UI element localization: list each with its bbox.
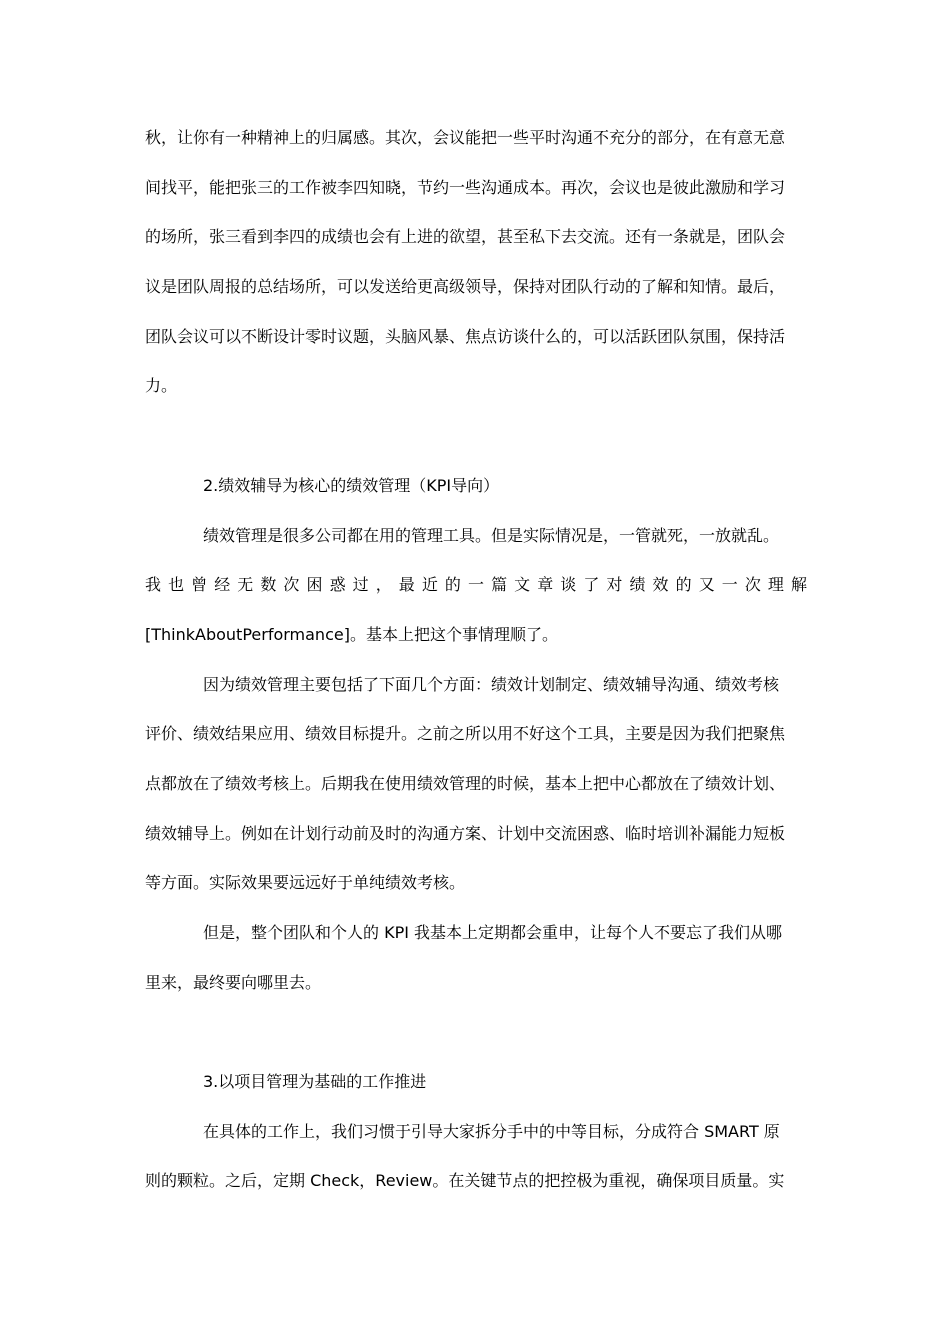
- paragraph-line: 议是团队周报的总结场所，可以发送给更高级领导，保持对团队行动的了解和知情。最后，: [145, 277, 786, 297]
- section-heading: 3.以项目管理为基础的工作推进: [203, 1072, 427, 1092]
- paragraph-line: 则的颗粒。之后，定期 Check，Review。在关键节点的把控极为重视，确保项目质量。实: [145, 1171, 785, 1191]
- paragraph-line: 间找平，能把张三的工作被李四知晓，节约一些沟通成本。再次，会议也是彼此激励和学习: [145, 177, 786, 197]
- paragraph-line: 秋，让你有一种精神上的归属感。其次，会议能把一些平时沟通不充分的部分，在有意无意: [145, 128, 786, 147]
- paragraph-line: 团队会议可以不断设计零时议题，头脑风暴、焦点访谈什么的，可以活跃团队氛围，保持活: [145, 326, 786, 346]
- paragraph-line: 评价、绩效结果应用、绩效目标提升。之前之所以用不好这个工具，主要是因为我们把聚焦: [145, 724, 786, 744]
- section-heading: 2.绩效辅导为核心的绩效管理（KPI导向）: [203, 475, 500, 495]
- spacer: [145, 414, 807, 464]
- paragraph-line: 但是，整个团队和个人的 KPI 我基本上定期都会重申，让每个人不要忘了我们从哪: [203, 923, 783, 942]
- paragraph-line: [ThinkAboutPerformance]。基本上把这个事情理顺了。: [145, 624, 558, 644]
- paragraph-line: 力。: [145, 376, 178, 396]
- paragraph-line: 的场所，张三看到李四的成绩也会有上进的欲望，甚至私下去交流。还有一条就是，团队会: [145, 227, 786, 247]
- paragraph-line: 点都放在了绩效考核上。后期我在使用绩效管理的时候，基本上把中心都放在了绩效计划、: [145, 773, 786, 793]
- paragraph-line: 等方面。实际效果要远远好于单纯绩效考核。: [145, 873, 466, 893]
- paragraph-line: 因为绩效管理主要包括了下面几个方面：绩效计划制定、绩效辅导沟通、绩效考核: [203, 674, 780, 694]
- paragraph-line: 我也曾经无数次困惑过，最近的一篇文章谈了对绩效的又一次理解: [145, 575, 807, 595]
- spacer: [145, 1010, 807, 1060]
- paragraph-line: 绩效管理是很多公司都在用的管理工具。但是实际情况是，一管就死，一放就乱。: [203, 525, 780, 545]
- document-page: [145, 116, 807, 1209]
- paragraph-line: 里来，最终要向哪里去。: [145, 972, 322, 992]
- paragraph-line: 在具体的工作上，我们习惯于引导大家拆分手中的中等目标，分成符合 SMART 原: [203, 1121, 780, 1141]
- paragraph-line: 绩效辅导上。例如在计划行动前及时的沟通方案、计划中交流困惑、临时培训补漏能力短板: [145, 823, 786, 843]
